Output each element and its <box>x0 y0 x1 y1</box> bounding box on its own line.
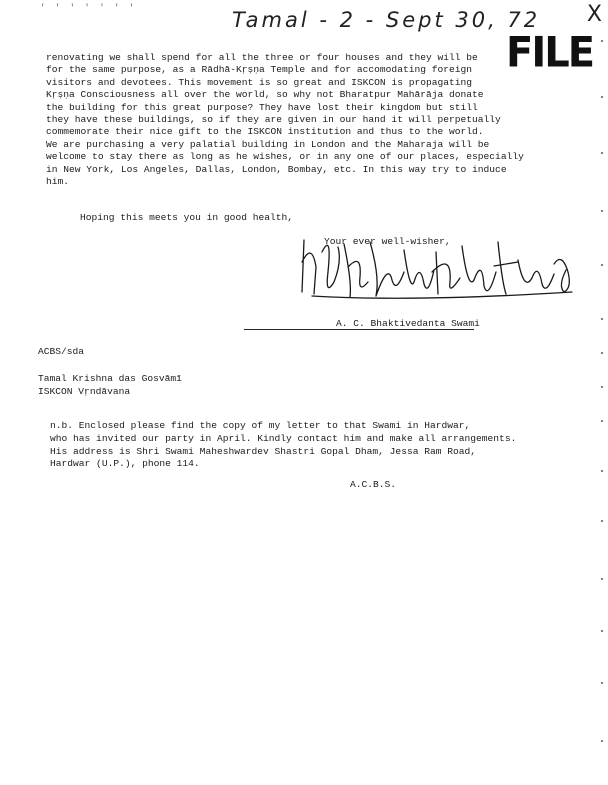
body-line: Kṛṣṇa Consciousness all over the world, so why not Bharatpur Mahārāja donate <box>46 89 484 101</box>
postscript-line: n.b. Enclosed please find the copy of my letter to that Swami in Hardwar, <box>50 420 471 431</box>
addressee-line: ISKCON Vṛndāvana <box>38 386 131 397</box>
addressee-line: Tamal Krishna das Gosvāmī <box>38 373 182 384</box>
body-line: renovating we shall spend for all the three or four houses and they will be <box>46 52 478 63</box>
body-line: visitors and devotees. This movement is so great and ISKCON is propagating <box>46 76 473 88</box>
postscript-line: Hardwar (U.P.), phone 114. <box>50 458 200 470</box>
addressee-block <box>38 372 182 398</box>
handwritten-header: Tamal - 2 - Sept 30, 72 <box>232 8 541 32</box>
postscript-block <box>50 420 516 471</box>
body-line: for the same purpose, as a Rādhā-Kṛṣṇa Temple and for accomodating foreign <box>46 64 473 76</box>
handwritten-signature <box>292 222 582 312</box>
reference-initials: ACBS/sda <box>38 346 85 357</box>
letter-body <box>46 52 566 188</box>
body-line: him. <box>46 176 70 188</box>
body-line: We are purchasing a very palatial building in London and the Maharaja will be <box>46 138 490 150</box>
body-line: the building for this great purpose? They have lost their kingdom but still <box>46 101 478 113</box>
body-line: welcome to stay there as long as he wishes, or in any one of our places, especially <box>46 151 524 163</box>
signer-name: A. C. Bhaktivedanta Swami <box>336 318 480 329</box>
body-line: in New York, Los Angeles, Dallas, London, Bombay, etc. In this way try to induce <box>46 163 507 175</box>
valediction: Your ever well-wisher, <box>324 236 451 247</box>
file-stamp: FILE <box>506 28 594 78</box>
body-line: they have these buildings, so if they are given in our hand it will perpetually <box>46 114 501 126</box>
signature-rule <box>244 329 474 330</box>
scan-edge-artifacts <box>597 0 608 785</box>
postscript-initials: A.C.B.S. <box>350 479 397 490</box>
postscript-line: His address is Shri Swami Maheshwardev Shastri Gopal Dham, Jessa Ram Road, <box>50 445 477 457</box>
body-line: commemorate their nice gift to the ISKCON institution and thus to the world. <box>46 126 484 138</box>
scan-marks: ' ' ' ' ' ' ' <box>40 3 137 13</box>
corner-mark: X <box>586 2 602 27</box>
closing-line: Hoping this meets you in good health, <box>80 212 294 223</box>
postscript-line: who has invited our party in April. Kindly contact him and make all arrangements. <box>50 432 517 444</box>
